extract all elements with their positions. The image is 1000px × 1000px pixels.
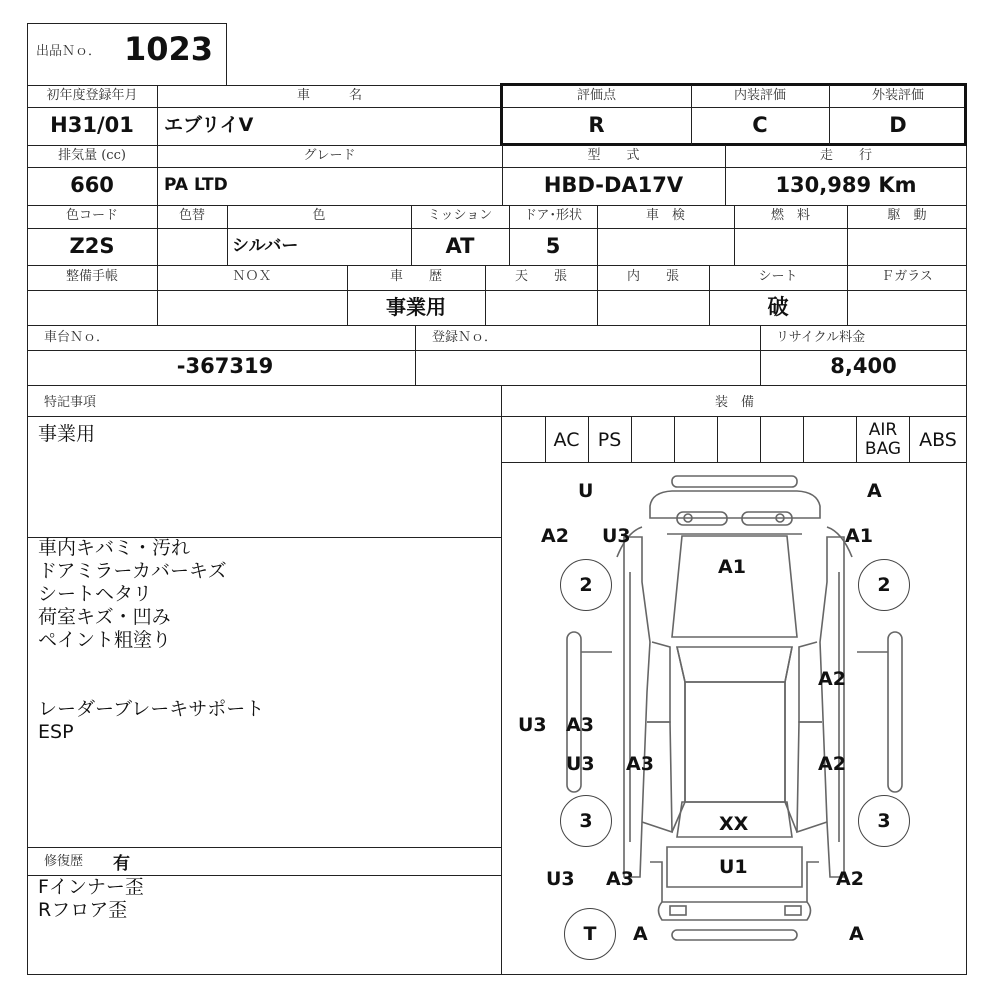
remark-line: ドアミラーカバーキズ — [38, 560, 227, 582]
mark-front-right: A — [867, 480, 882, 502]
roof-label: 天 張 — [514, 269, 567, 284]
score-label: 評価点 — [576, 88, 616, 103]
mark-left-door2-u: U3 — [566, 753, 595, 775]
equipment-label: 装 備 — [714, 395, 754, 410]
exterior-value: D — [889, 113, 907, 137]
mark-rear-left-a: A3 — [606, 868, 634, 890]
seat-value: 破 — [767, 295, 789, 319]
mark-rear-gate: U1 — [719, 856, 748, 878]
reg-date-label: 初年度登録年月 — [46, 88, 138, 103]
model-label: 型 式 — [587, 148, 640, 163]
regno-label: 登録Ｎｏ． — [432, 330, 498, 345]
mark-left-door-u: U3 — [518, 714, 547, 736]
chassis-value: -367319 — [176, 354, 274, 378]
mark-rear-glass: XX — [719, 813, 749, 835]
rule — [27, 416, 967, 417]
inner-value — [597, 290, 709, 324]
color-value: シルバー — [232, 236, 299, 256]
mark-right-door-rear: A2 — [818, 753, 846, 775]
repaint-label: 色替 — [178, 208, 205, 223]
door-value: 5 — [545, 234, 561, 258]
remarks-label: 特記事項 — [44, 395, 97, 410]
color-label: 色 — [312, 208, 326, 223]
seat-label: シート — [758, 269, 798, 284]
inner-label: 内 張 — [626, 269, 679, 284]
remark-line: ESP — [38, 721, 74, 743]
exterior-label: 外装評価 — [871, 88, 924, 103]
equipment-abs: ABS — [919, 429, 957, 451]
color-code-label: 色コード — [65, 208, 118, 223]
wheel-front-right: 2 — [858, 559, 910, 611]
fuel-value — [734, 229, 847, 263]
grade-label: グレード — [303, 148, 356, 163]
color-code-value: Z2S — [69, 234, 115, 258]
maintenance-label: 整備手帳 — [65, 269, 118, 284]
remark-line: ペイント粗塗り — [38, 629, 172, 651]
mileage-value: 130,989 Km — [775, 173, 917, 197]
score-value: R — [588, 113, 605, 137]
mark-rear-bumper-right: A — [849, 923, 864, 945]
nox-label: ＮＯＸ — [232, 269, 272, 284]
remark-line: 車内キバミ・汚れ — [38, 537, 191, 559]
wheel-rear-left: 3 — [560, 795, 612, 847]
repair-line: Rフロア歪 — [38, 899, 128, 921]
equipment-cell — [717, 418, 760, 462]
remark-line: シートヘタリ — [38, 583, 153, 605]
history-label: 車 歴 — [389, 269, 442, 284]
wheel-rear-right: 3 — [858, 795, 910, 847]
mark-fender-right: A1 — [845, 525, 873, 547]
equipment-ps: PS — [597, 429, 622, 451]
rule — [27, 325, 967, 326]
mark-left-door-a: A3 — [566, 714, 594, 736]
nox-value — [157, 290, 347, 324]
mark-fender-left-u: U3 — [602, 525, 631, 547]
repair-line: Fインナー歪 — [38, 876, 144, 898]
rule — [856, 416, 857, 462]
history-value: 事業用 — [386, 295, 446, 319]
model-value: HBD-DA17V — [543, 173, 684, 197]
equipment-cell — [674, 418, 717, 462]
recycle-value: 8,400 — [830, 354, 897, 378]
regno-value — [415, 349, 760, 383]
mark-rear-left-u: U3 — [546, 868, 575, 890]
remark-line: レーダーブレーキサポート — [38, 698, 265, 720]
remarks-top: 事業用 — [38, 423, 96, 445]
recycle-label: リサイクル料金 — [776, 330, 866, 345]
fglass-label: Ｆガラス — [881, 269, 933, 284]
mark-right-door-front: A2 — [818, 668, 846, 690]
repair-value: 有 — [113, 854, 130, 874]
displacement-label: 排気量 (cc) — [58, 148, 126, 163]
chassis-label: 車台Ｎｏ． — [44, 330, 110, 345]
equipment-cell — [803, 418, 856, 462]
car-name-label: 車 名 — [296, 88, 362, 103]
repair-label: 修復歴 — [44, 854, 84, 869]
repaint-value — [157, 229, 227, 263]
equipment-cell — [760, 418, 803, 462]
mark-rear-bumper-left: A — [633, 923, 648, 945]
equipment-ac: AC — [553, 429, 580, 451]
mark-front-left: U — [578, 480, 594, 502]
displacement-value: 660 — [70, 173, 114, 197]
mission-value: AT — [445, 234, 475, 258]
roof-value — [485, 290, 597, 324]
equipment-cell — [502, 418, 545, 462]
fuel-label: 燃 料 — [770, 208, 810, 223]
inspection-label: 車 検 — [645, 208, 685, 223]
inspection-value — [597, 229, 734, 263]
mission-label: ミッション — [427, 208, 493, 223]
mark-hood: A1 — [718, 556, 746, 578]
mark-fender-left: A2 — [541, 525, 569, 547]
wheel-front-left: 2 — [560, 559, 612, 611]
drive-label: 駆 動 — [887, 208, 927, 223]
trunk-mark: T — [564, 908, 616, 960]
car-name-value: エブリイV — [164, 114, 254, 136]
mark-left-door2-a: A3 — [626, 753, 654, 775]
remark-line: 荷室キズ・凹み — [38, 606, 171, 628]
door-label: ドア･形状 — [523, 208, 583, 223]
equipment-cell — [631, 418, 674, 462]
drive-value — [847, 229, 967, 263]
lot-number: 1023 — [124, 30, 214, 68]
reg-date-value: H31/01 — [50, 113, 134, 137]
maintenance-value — [27, 290, 157, 324]
mileage-label: 走 行 — [819, 148, 872, 163]
interior-value: C — [752, 113, 768, 137]
equipment-airbag: AIR BAG — [864, 420, 902, 459]
fglass-value — [847, 290, 967, 324]
rule — [27, 265, 967, 266]
lot-label: 出品Ｎｏ． — [36, 44, 102, 59]
rule — [27, 847, 502, 848]
grade-value: PA LTD — [164, 175, 228, 195]
interior-label: 内装評価 — [733, 88, 786, 103]
rule — [27, 385, 967, 386]
mark-rear-right: A2 — [836, 868, 864, 890]
